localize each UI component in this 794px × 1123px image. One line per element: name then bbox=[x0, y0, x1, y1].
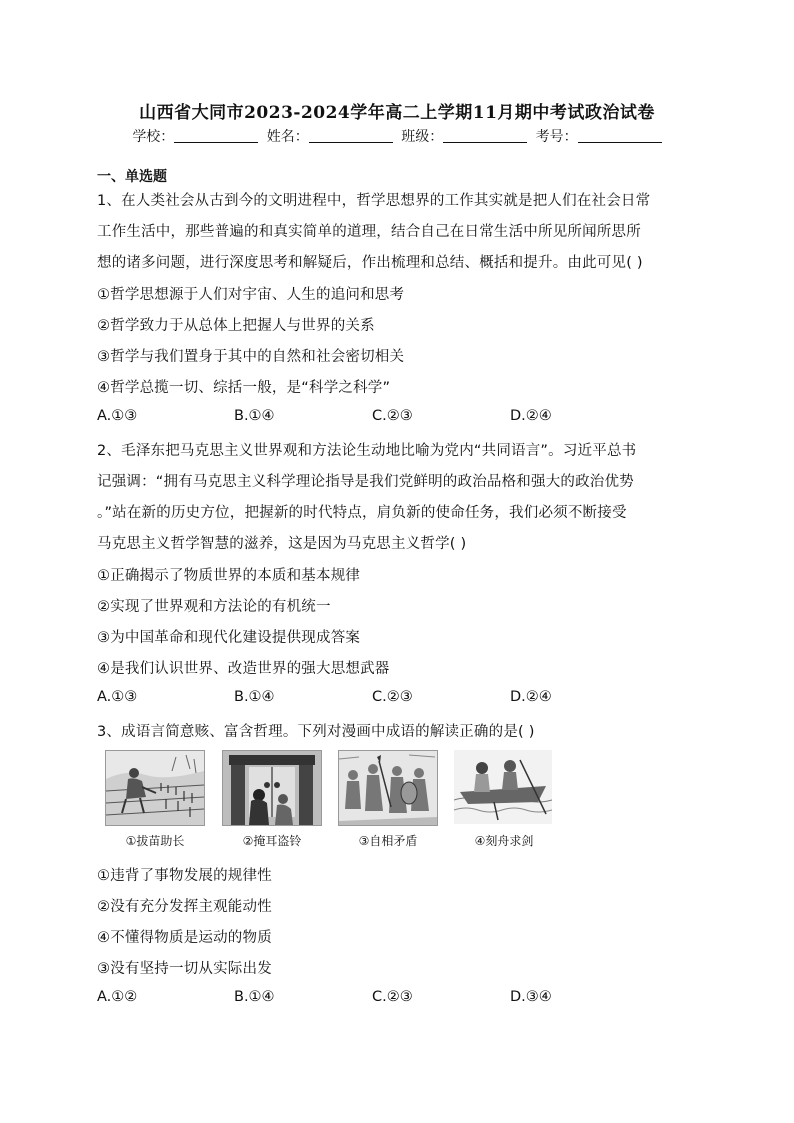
q2-stem-line-3: 。”站在新的历史方位，把握新的时代特点，肩负新的使命任务，我们必须不断接受 bbox=[97, 505, 627, 521]
exam-number-label: 考号： bbox=[535, 129, 578, 145]
q2-statement-3: ③为中国革命和现代化建设提供现成答案 bbox=[97, 630, 361, 646]
cartoon-1-caption: ①拔苗助长 bbox=[125, 834, 185, 848]
q2-option-d[interactable]: D.②④ bbox=[510, 689, 552, 705]
cartoon-strip bbox=[100, 750, 560, 855]
q2-statement-1: ①正确揭示了物质世界的本质和基本规律 bbox=[97, 568, 361, 584]
school-blank[interactable] bbox=[174, 128, 258, 143]
class-label: 班级： bbox=[401, 129, 444, 145]
q1-option-c[interactable]: C.②③ bbox=[372, 408, 413, 424]
cartoon-2-caption: ②掩耳盗铃 bbox=[242, 834, 302, 848]
cartoon-1-image bbox=[105, 750, 205, 826]
section-heading: 一、单选题 bbox=[97, 169, 167, 185]
q1-option-a[interactable]: A.①③ bbox=[97, 408, 138, 424]
q2-statement-2: ②实现了世界观和方法论的有机统一 bbox=[97, 599, 331, 615]
q1-stem-line-3: 想的诸多问题，进行深度思考和解疑后，作出梳理和总结、概括和提升。由此可见( ) bbox=[97, 255, 643, 271]
q3-option-d[interactable]: D.③④ bbox=[510, 989, 552, 1005]
cartoon-4-caption: ④刻舟求剑 bbox=[474, 834, 534, 848]
name-label: 姓名： bbox=[266, 129, 309, 145]
name-blank[interactable] bbox=[309, 128, 393, 143]
exam-title: 山西省大同市2023-2024学年高二上学期11月期中考试政治试卷 bbox=[139, 103, 655, 123]
q1-statement-2: ②哲学致力于从总体上把握人与世界的关系 bbox=[97, 318, 375, 334]
q1-statement-1: ①哲学思想源于人们对宇宙、人生的追问和思考 bbox=[97, 287, 405, 303]
cartoon-2-image bbox=[222, 750, 322, 826]
q2-statement-4: ④是我们认识世界、改造世界的强大思想武器 bbox=[97, 661, 390, 677]
q3-statement-4: ③没有坚持一切从实际出发 bbox=[97, 961, 272, 977]
q2-stem-line-1: 2、毛泽东把马克思主义世界观和方法论生动地比喻为党内“共同语言”。习近平总书 bbox=[97, 443, 637, 459]
school-label: 学校： bbox=[132, 129, 175, 145]
q2-option-a[interactable]: A.①③ bbox=[97, 689, 138, 705]
q1-option-b[interactable]: B.①④ bbox=[234, 408, 275, 424]
q3-statement-1: ①违背了事物发展的规律性 bbox=[97, 868, 272, 884]
q2-option-b[interactable]: B.①④ bbox=[234, 689, 275, 705]
q2-option-c[interactable]: C.②③ bbox=[372, 689, 413, 705]
q3-stem-line-1: 3、成语言简意赅、富含哲理。下列对漫画中成语的解读正确的是( ) bbox=[97, 724, 535, 740]
q1-option-d[interactable]: D.②④ bbox=[510, 408, 552, 424]
cartoon-4-image bbox=[454, 750, 552, 824]
q3-option-c[interactable]: C.②③ bbox=[372, 989, 413, 1005]
cartoon-3-caption: ③自相矛盾 bbox=[358, 834, 418, 848]
student-info-line bbox=[0, 126, 794, 146]
q2-stem-line-4: 马克思主义哲学智慧的滋养，这是因为马克思主义哲学( ) bbox=[97, 536, 467, 552]
class-blank[interactable] bbox=[443, 128, 527, 143]
q3-option-b[interactable]: B.①④ bbox=[234, 989, 275, 1005]
q1-stem-line-2: 工作生活中，那些普遍的和真实简单的道理，结合自己在日常生活中所见所闻所思所 bbox=[97, 224, 641, 240]
exam-number-blank[interactable] bbox=[578, 128, 662, 143]
cartoon-3-image bbox=[338, 750, 438, 826]
q2-stem-line-2: 记强调：“拥有马克思主义科学理论指导是我们党鲜明的政治品格和强大的政治优势 bbox=[97, 474, 634, 490]
q1-statement-4: ④哲学总揽一切、综括一般，是“科学之科学” bbox=[97, 380, 391, 396]
q1-stem-line-1: 1、在人类社会从古到今的文明进程中，哲学思想界的工作其实就是把人们在社会日常 bbox=[97, 193, 651, 209]
q1-statement-3: ③哲学与我们置身于其中的自然和社会密切相关 bbox=[97, 349, 405, 365]
q3-option-a[interactable]: A.①② bbox=[97, 989, 138, 1005]
q3-statement-2: ②没有充分发挥主观能动性 bbox=[97, 899, 272, 915]
q3-statement-3: ④不懂得物质是运动的物质 bbox=[97, 930, 272, 946]
